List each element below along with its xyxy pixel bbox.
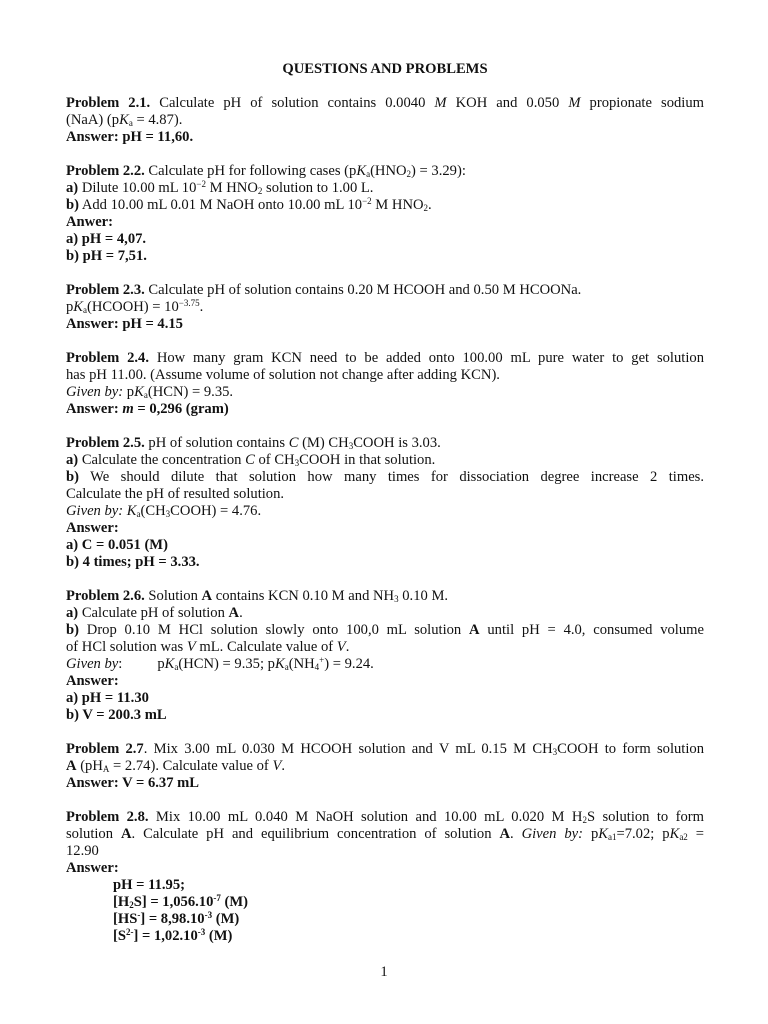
answer-text: 2 [129,900,134,910]
text: = [687,826,704,842]
answer-text: - [137,910,141,920]
problem-label: Problem 2.8. [66,809,149,825]
answer-text: -7 [213,893,221,903]
text: until pH = 4.0, consumed volume [479,622,704,638]
answer [66,673,704,690]
text: K [356,163,367,179]
problem-text [66,350,704,367]
answer-text: pH = 11.95; [113,877,185,893]
problem-text [66,367,704,384]
text: K [164,656,175,672]
text: A [66,758,77,774]
text: C [288,435,299,451]
text: + [319,655,325,665]
answer [66,690,704,707]
answer [66,214,704,231]
text: (NaA) (p [66,112,120,128]
text: Given by: [66,503,124,519]
text: COOH in that solution. [299,452,436,468]
text: ) = 9.24. [324,656,374,672]
sub-question-b [66,639,704,656]
text: (HNO [370,163,407,179]
answer [66,877,704,894]
text: b) [66,197,79,213]
given [66,384,704,401]
text: Mix 10.00 mL 0.040 M NaOH solution and 10.00 mL 0.020 M H [148,809,583,825]
problem-2-4 [66,350,704,418]
text: a [128,118,133,128]
problem-text [66,809,704,826]
sub-question-b [66,622,704,639]
problem-label: Problem 2.1. [66,95,151,111]
text: a) [66,180,79,196]
answer-text: ] = 1,02.10 [133,928,198,944]
text: A [499,826,510,842]
text: pH of solution contains [144,435,289,451]
text: K [123,503,137,519]
problem-2-7 [66,741,704,792]
answer-text: a) pH = 4,07. [66,231,147,247]
answer-text: ] = 8,98.10 [140,911,205,927]
answer-text: (M) [205,928,233,944]
given [66,656,704,673]
text: . [281,758,286,774]
text: a [143,390,148,400]
text: How many gram KCN need to be added onto 100.00 mL pure water to get solution [148,350,704,366]
text: 3 [394,594,399,604]
text: Add 10.00 mL 0.01 M NaOH onto 10.00 mL 10 [78,197,363,213]
problem-text [66,163,704,180]
text: solution to 1.00 L. [262,180,374,196]
text: 3 [552,747,558,757]
text: p [583,826,599,842]
answer [66,775,704,792]
text: a2 [679,832,688,842]
page-title: QUESTIONS AND PROBLEMS [282,61,488,77]
text: A [102,764,110,774]
text: contains KCN 0.10 M and NH [212,588,395,604]
problem-text [66,282,704,299]
text: Given by: [521,826,584,842]
text: V [272,758,282,774]
text: Calculate pH of solution contains 0.0040 [150,95,435,111]
answer-text: Answer: pH = 4.15 [66,316,183,332]
text: (CH [140,503,166,519]
text: of HCl solution was [66,639,187,655]
answer-text: [S [113,928,126,944]
text: (HCN) = 9.35; p [178,656,275,672]
answer [66,707,704,724]
answer [66,248,704,265]
answer [66,129,704,146]
answer [66,554,704,571]
text: A [201,588,213,604]
text: a) [66,452,79,468]
text: V [336,639,346,655]
text: We should dilute that solution how many times for dissociation degree increase 2 times. [78,469,704,485]
text: K [134,384,144,400]
answer [66,231,704,248]
text: Given by: [66,384,124,400]
problem-text [66,95,704,112]
answer-text: a) pH = 11.30 [66,690,149,706]
text: 2 [406,169,412,179]
answer [66,520,704,537]
text: b) [66,622,79,638]
text: 3 [165,509,171,519]
text: . [509,826,522,842]
text: a [174,662,179,672]
text: a [366,169,371,179]
text: 3 [294,458,300,468]
problem-text [66,299,704,316]
answer-text: Answer: V = 6.37 mL [66,775,200,791]
text: S solution to form [586,809,704,825]
answer-text: Answer: [66,520,119,536]
text: −2 [362,196,372,206]
text: Drop 0.10 M HCl solution slowly onto 100,0 mL solution [78,622,470,638]
text: (M) CH [298,435,349,451]
text: Given by [66,656,119,672]
text: C [245,452,255,468]
text: Calculate pH of solution contains 0.20 M HCOOH and 0.50 M HCOONa. [144,282,582,298]
text: =7.02; p [616,826,670,842]
answer [66,911,704,928]
sub-question-b [66,197,704,214]
text: V [186,639,196,655]
problem-text [66,588,704,605]
text: . [239,605,243,621]
text: p [157,656,165,672]
text: −2 [196,179,206,189]
answer-text: b) 4 times; pH = 3.33. [66,554,200,570]
text: (HCOOH) = 10 [87,299,179,315]
text: Calculate the concentration [78,452,246,468]
answer-text: Answer: pH = 11,60. [66,129,194,145]
answer-text: [H [113,894,130,910]
text: A [228,605,240,621]
answer-text: b) V = 200.3 mL [66,707,167,723]
answer [66,928,704,945]
problem-2-8 [66,809,704,945]
answer-text: [HS [113,911,138,927]
text: A [120,826,132,842]
text: p [123,384,135,400]
text: K [73,299,84,315]
text: 12.90 [66,843,99,859]
text: a1 [608,832,617,842]
text: . [345,639,350,655]
text: M [568,95,581,111]
text: . Calculate pH and equilibrium concentration of solution [131,826,500,842]
text: a [83,305,88,315]
problem-label: Problem 2.2. [66,163,145,179]
problem-text [66,112,704,129]
problem-text [66,435,704,452]
problem-label: Problem 2.4. [66,350,149,366]
text: Dilute 10.00 mL 10 [78,180,197,196]
problem-label: Problem 2.7 [66,741,144,757]
text: (NH [288,656,315,672]
text: 2 [582,815,587,825]
text: COOH to form solution [557,741,705,757]
problem-2-6 [66,588,704,724]
text: propionate sodium [580,95,704,111]
problem-label: Problem 2.6. [66,588,145,604]
text: K [274,656,285,672]
text: 3 [348,441,354,451]
answer-text: Answer: [66,673,119,689]
text: p [66,299,74,315]
text: M [434,95,447,111]
problem-text [66,826,704,843]
answer-text: S] = 1,056.10 [133,894,214,910]
problem-2-3 [66,282,704,333]
text: b) [66,469,79,485]
text: 2 [257,186,263,196]
text: . [428,197,432,213]
text: a) [66,605,79,621]
text: KOH and 0.050 [446,95,569,111]
text: −3.75 [178,298,200,308]
problem-label: Problem 2.5. [66,435,145,451]
problem-text [66,741,704,758]
answer-text: = 0,296 (gram) [133,401,229,417]
answer [66,401,704,418]
answer-text: -3 [197,927,206,937]
text: A [469,622,480,638]
text: . Mix 3.00 mL 0.030 M HCOOH solution and V mL 0.15 M CH [143,741,553,757]
text: Calculate pH for following cases (p [144,163,357,179]
answer-text: Anwer: [66,214,114,230]
text: Calculate pH of solution [78,605,229,621]
text: Calculate the pH of resulted solution. [66,486,285,502]
text: 2 [423,203,429,213]
text: of CH [254,452,295,468]
answer-text: (M) [212,911,240,927]
problem-text [66,843,704,860]
answer-text: (M) [220,894,249,910]
problem-2-5 [66,435,704,571]
problem-2-1 [66,95,704,146]
answer-text: -3 [204,910,213,920]
text: COOH) = 4.76. [170,503,262,519]
text: a [136,509,141,519]
page-number: 1 [380,964,388,980]
text: solution [66,826,121,842]
given [66,503,704,520]
answer [66,537,704,554]
answer-text: Answer: [66,401,123,417]
document-page [66,60,704,962]
sub-question-b [66,469,704,486]
text: = 4.87). [132,112,183,128]
sub-question-b [66,486,704,503]
text: . [199,299,204,315]
answer-text: a) C = 0.051 (M) [66,537,168,553]
text: (HCN) = 9.35. [147,384,234,400]
text: mL. Calculate value of [195,639,337,655]
text: COOH is 3.03. [353,435,441,451]
text: K [598,826,608,842]
sub-question-a [66,180,704,197]
problem-label: Problem 2.3. [66,282,145,298]
text: 4 [314,662,320,672]
answer-text: m [122,401,134,417]
answer-text: 2- [125,927,134,937]
sub-question-a [66,605,704,622]
text: (pH [76,758,103,774]
answer [66,894,704,911]
text: : [118,656,123,672]
text: M HNO [371,197,424,213]
text: a [284,662,289,672]
answer-text: Answer: [66,860,119,876]
answer [66,316,704,333]
text: ) = 3.29): [411,163,466,179]
text: K [119,112,129,128]
text: Solution [144,588,202,604]
answer-text: b) pH = 7,51. [66,248,147,264]
text: has pH 11.00. (Assume volume of solution not change after adding KCN). [66,367,500,383]
problem-2-2 [66,163,704,265]
text: K [669,826,680,842]
text: M HNO [205,180,258,196]
text: 0.10 M. [398,588,449,604]
sub-question-a [66,452,704,469]
text: = 2.74). Calculate value of [109,758,273,774]
answer [66,860,704,877]
problem-text [66,758,704,775]
